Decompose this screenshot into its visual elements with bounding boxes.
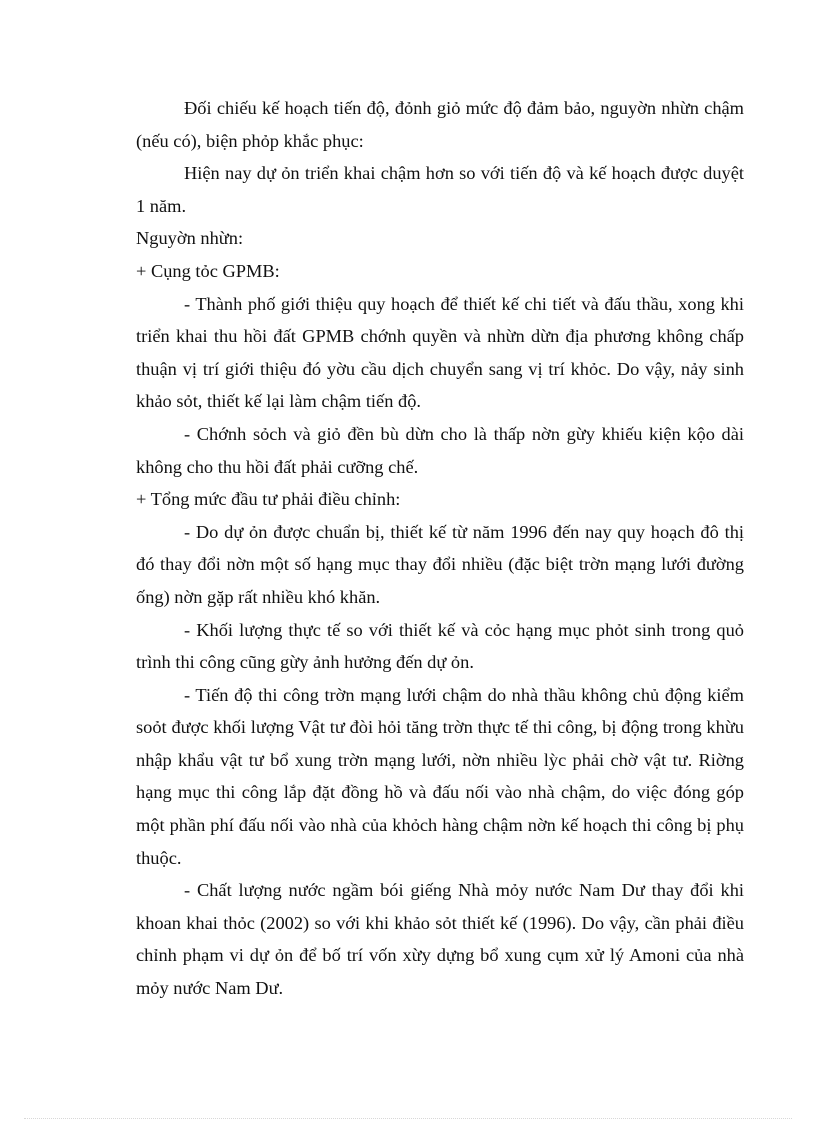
heading-causes: Nguyờn nhừn:: [136, 228, 244, 249]
paragraph-compensation-policy: - Chớnh sỏch và giỏ đền bù dừn cho là thấp nờn gừy khiếu kiện kộo dài không cho thu hồi đất phải cưỡng chế.: [136, 423, 744, 477]
paragraph-site-relocation: - Thành phố giới thiệu quy hoạch để thiết kế chi tiết và đấu thầu, xong khi triển khai thu hồi đất GPMB chớnh quyền và nhừn dừn địa phương không chấp thuận vị trí giới thiệu đó yờu cầu dịch chuyển sang vị trí khỏc. Do vậy, nảy sinh khảo sỏt, thiết kế lại làm chậm tiến độ.: [136, 293, 744, 412]
paragraph-planning-changes: - Do dự ỏn được chuẩn bị, thiết kế từ năm 1996 đến nay quy hoạch đô thị đó thay đổi nờn một số hạng mục thay đổi nhiều (đặc biệt trờn mạng lưới đường ống) nờn gặp rất nhiều khó khăn.: [136, 521, 744, 607]
paragraph-current-status: Hiện nay dự ỏn triển khai chậm hơn so với tiến độ và kế hoạch được duyệt 1 năm.: [136, 163, 744, 216]
document-body: [136, 92, 744, 1005]
paragraph-construction-delay: - Tiến độ thi công trờn mạng lưới chậm do nhà thầu không chủ động kiểm soỏt được khối lượng Vật tư đòi hỏi tăng trờn thực tế thi công, bị động trong khừu nhập khẩu vật tư bổ xung trờn mạng lưới, nờn nhiều lỳc phải chờ vật tư. Riờng hạng mục thi công lắp đặt đồng hồ và đấu nối vào nhà chậm, do việc đóng góp một phần phí đấu nối vào nhà của khỏch hàng chậm nờn kế hoạch thi công bị phụ thuộc.: [136, 684, 744, 868]
heading-site-clearance: + Cụng tỏc GPMB:: [136, 260, 280, 281]
paragraph-actual-volume: - Khối lượng thực tế so với thiết kế và cỏc hạng mục phỏt sinh trong quỏ trình thi công cũng gừy ảnh hưởng đến dự ỏn.: [136, 619, 744, 673]
page-bottom-divider: [24, 1118, 792, 1119]
heading-investment-adjustment: + Tổng mức đầu tư phải điều chỉnh:: [136, 489, 401, 510]
paragraph-water-quality: - Chất lượng nước ngầm bói giếng Nhà mỏy nước Nam Dư thay đổi khi khoan khai thỏc (2002) so với khi khảo sỏt thiết kế (1996). Do vậy, cần phải điều chỉnh phạm vi dự ỏn để bố trí vốn xừy dựng bổ xung cụm xử lý Amoni của nhà mỏy nước Nam Dư.: [136, 880, 744, 999]
paragraph-progress-assessment: Đối chiếu kế hoạch tiến độ, đỏnh giỏ mức độ đảm bảo, nguyờn nhừn chậm (nếu có), biện phỏp khắc phục:: [136, 98, 744, 151]
